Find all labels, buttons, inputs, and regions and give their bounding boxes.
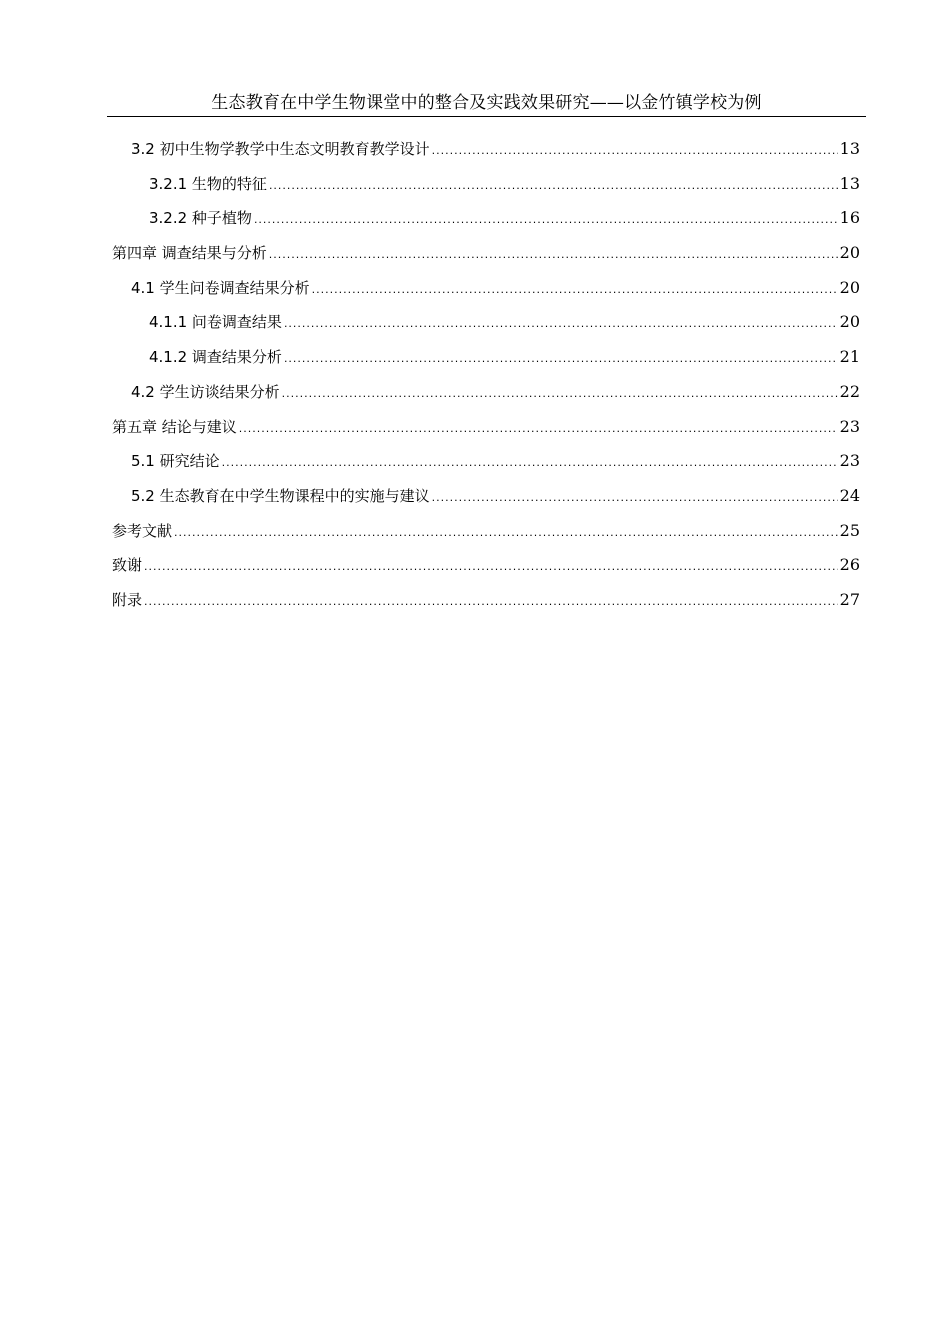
toc-page-number: 13 xyxy=(839,173,860,193)
toc-dot-leader xyxy=(432,487,838,509)
toc-page-number: 20 xyxy=(839,277,860,297)
toc-entry[interactable] xyxy=(112,554,860,589)
toc-entry[interactable] xyxy=(112,589,860,624)
toc-dot-leader xyxy=(239,418,838,440)
toc-dot-leader xyxy=(284,348,838,370)
toc-entry[interactable] xyxy=(112,311,860,346)
toc-entry-label: 附录 xyxy=(112,590,143,609)
toc-entry-label: 4.1.1 问卷调查结果 xyxy=(149,313,282,332)
toc-page-number: 27 xyxy=(839,589,860,609)
toc-entry[interactable] xyxy=(112,346,860,381)
toc-entry[interactable] xyxy=(112,485,860,520)
toc-page-number: 21 xyxy=(839,347,860,367)
toc-entry-label: 4.2 学生访谈结果分析 xyxy=(131,382,280,401)
toc-page-number: 25 xyxy=(839,520,860,540)
toc-entry-label: 致谢 xyxy=(112,556,143,575)
toc-entry[interactable] xyxy=(112,381,860,416)
toc-dot-leader xyxy=(432,140,838,162)
toc-dot-leader xyxy=(269,244,838,266)
toc-dot-leader xyxy=(284,313,838,335)
toc-page-number: 23 xyxy=(839,416,860,436)
header-rule xyxy=(107,116,866,117)
toc-dot-leader xyxy=(222,452,838,474)
toc-entry-label: 5.2 生态教育在中学生物课程中的实施与建议 xyxy=(131,486,430,505)
table-of-contents xyxy=(112,138,860,624)
toc-entry-label: 5.1 研究结论 xyxy=(131,452,220,471)
toc-entry-label: 3.2 初中生物学教学中生态文明教育教学设计 xyxy=(131,140,430,158)
running-header: 生态教育在中学生物课堂中的整合及实践效果研究——以金竹镇学校为例 xyxy=(211,93,762,113)
toc-entry-label: 参考文献 xyxy=(112,521,173,540)
toc-entry-label: 第五章 结论与建议 xyxy=(112,417,237,436)
toc-dot-leader xyxy=(174,522,838,544)
toc-entry-label: 4.1 学生问卷调查结果分析 xyxy=(131,278,310,297)
toc-entry[interactable] xyxy=(112,173,860,208)
toc-entry[interactable] xyxy=(112,138,860,173)
toc-page-number: 13 xyxy=(839,139,860,158)
toc-dot-leader xyxy=(144,556,838,578)
toc-page-number: 24 xyxy=(839,485,860,505)
toc-dot-leader xyxy=(269,175,838,197)
toc-entry-label: 第四章 调查结果与分析 xyxy=(112,244,267,263)
toc-entry-label: 3.2.1 生物的特征 xyxy=(149,174,267,193)
toc-page-number: 23 xyxy=(839,451,860,471)
toc-page-number: 20 xyxy=(839,312,860,332)
toc-entry[interactable] xyxy=(112,277,860,312)
toc-dot-leader xyxy=(282,383,838,405)
toc-dot-leader xyxy=(312,279,838,301)
toc-entry-label: 3.2.2 种子植物 xyxy=(149,209,252,228)
toc-entry[interactable] xyxy=(112,242,860,277)
toc-entry[interactable] xyxy=(112,450,860,485)
toc-entry[interactable] xyxy=(112,416,860,451)
toc-page-number: 16 xyxy=(839,208,860,228)
toc-dot-leader xyxy=(254,209,838,231)
toc-entry[interactable] xyxy=(112,207,860,242)
toc-entry[interactable] xyxy=(112,520,860,555)
toc-dot-leader xyxy=(144,591,838,613)
toc-entry-label: 4.1.2 调查结果分析 xyxy=(149,348,282,367)
toc-page-number: 26 xyxy=(839,555,860,575)
toc-page-number: 22 xyxy=(839,381,860,401)
toc-page-number: 20 xyxy=(839,243,860,263)
